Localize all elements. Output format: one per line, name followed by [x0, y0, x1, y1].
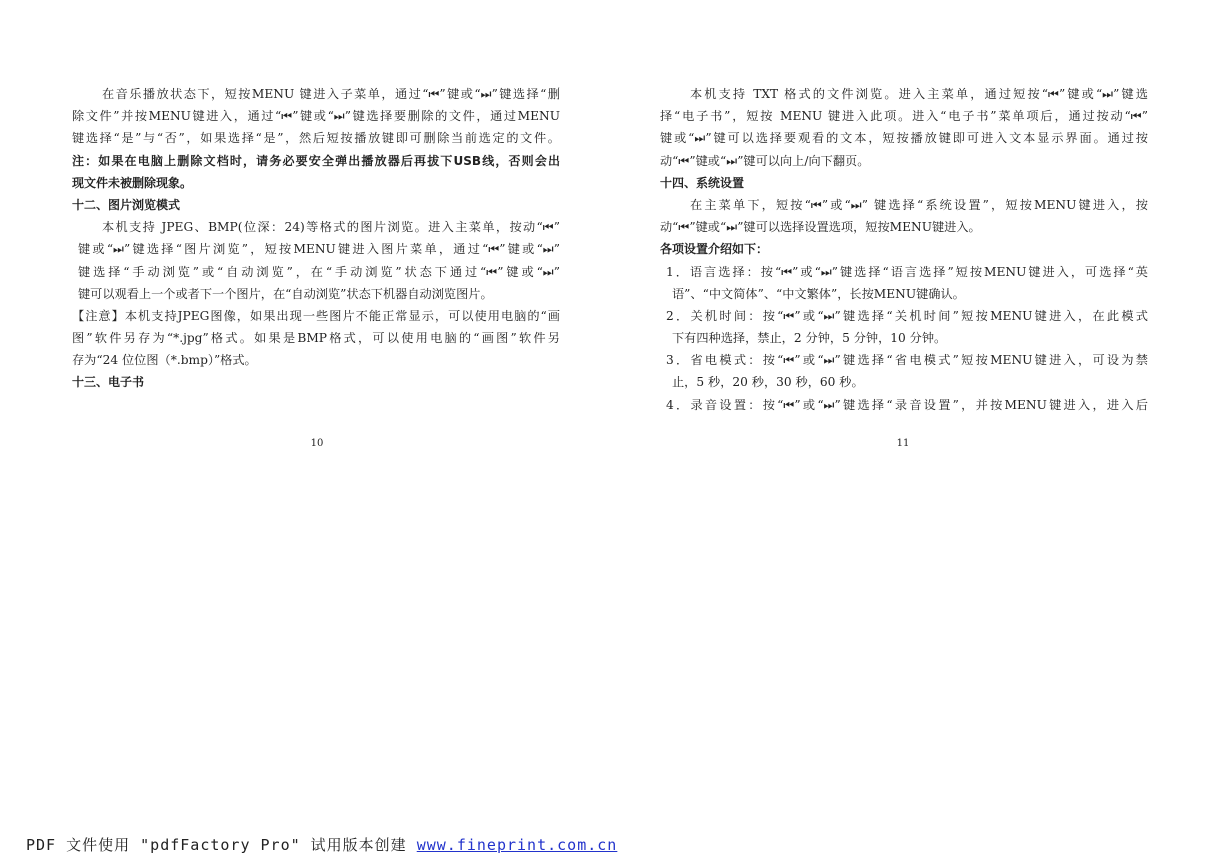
- right-page: [660, 83, 1148, 416]
- text-line: 语”、“中文简体”、“中文繁体”，长按MENU键确认。: [672, 286, 965, 301]
- footer-watermark: [26, 834, 617, 855]
- text-line: 【注意】本机支持JPEG图像，如果出现一些图片不能正常显示，可以使用电脑的“画: [72, 308, 560, 323]
- page-number-left: 10: [310, 438, 324, 449]
- text-line: 注：如果在电脑上删除文档时，请务必要安全弹出播放器后再拔下USB线，否则会出: [72, 153, 560, 168]
- text-line: 除文件”并按MENU键进入，通过“⏮”键或“⏭”键选择要删除的文件，通过MENU: [72, 109, 560, 124]
- text-line: 十二、图片浏览模式: [72, 197, 181, 212]
- text-line: 3．省电模式：按“⏮”或“⏭”键选择“省电模式”短按MENU键进入，可设为禁: [666, 353, 1148, 368]
- footer-link[interactable]: www.fineprint.com.cn: [416, 836, 618, 854]
- text-line: 键可以观看上一个或者下一个图片，在“自动浏览”状态下机器自动浏览图片。: [78, 286, 493, 301]
- text-line: 在主菜单下，短按“⏮”或“⏭” 键选择“系统设置”，短按MENU键进入，按: [690, 197, 1148, 212]
- page-number-right: 11: [896, 438, 910, 449]
- text-line: 存为“24 位位图（*.bmp）”格式。: [72, 353, 257, 368]
- text-line: 十三、电子书: [72, 375, 145, 390]
- text-line: 键或“⏭”键可以选择要观看的文本，短按播放键即可进入文本显示界面。通过按: [660, 131, 1148, 146]
- text-line: 1．语言选择：按“⏮”或“⏭”键选择“语言选择”短按MENU键进入，可选择“英: [666, 264, 1148, 279]
- left-page: [72, 83, 560, 394]
- text-line: 动“⏮”键或“⏭”键可以向上/向下翻页。: [660, 153, 870, 168]
- text-line: 止，5 秒，20 秒，30 秒，60 秒。: [672, 375, 864, 390]
- text-line: 本机支持 JPEG、BMP(位深：24)等格式的图片浏览。进入主菜单，按动“⏮”: [102, 220, 560, 235]
- text-line: 键选择“手动浏览”或“自动浏览”，在“手动浏览”状态下通过“⏮”键或“⏭”: [78, 264, 560, 279]
- text-line: 4．录音设置：按“⏮”或“⏭”键选择“录音设置”，并按MENU键进入，进入后: [666, 397, 1148, 412]
- footer-text: PDF 文件使用 "pdfFactory Pro" 试用版本创建: [26, 836, 417, 854]
- text-line: 本机支持 TXT 格式的文件浏览。进入主菜单，通过短按“⏮”键或“⏭”键选: [690, 87, 1148, 101]
- text-line: 十四、系统设置: [660, 175, 745, 190]
- text-line: 下有四种选择，禁止，2 分钟，5 分钟，10 分钟。: [672, 331, 947, 346]
- text-line: 动“⏮”键或“⏭”键可以选择设置选项，短按MENU键进入。: [660, 220, 981, 235]
- text-line: 键选择“是”与“否”，如果选择“是”，然后短按播放键即可删除当前选定的文件。: [72, 131, 560, 146]
- text-line: 现文件未被删除现象。: [72, 175, 193, 190]
- text-line: 图”软件另存为“*.jpg”格式。如果是BMP格式，可以使用电脑的“画图”软件另: [72, 331, 560, 346]
- text-line: 择“电子书”，短按 MENU 键进入此项。进入“电子书”菜单项后，通过按动“⏮”: [660, 109, 1148, 124]
- text-line: 键或“⏭”键选择“图片浏览”，短按MENU键进入图片菜单，通过“⏮”键或“⏭”: [78, 242, 560, 257]
- text-line: 各项设置介绍如下：: [660, 242, 769, 257]
- text-line: 2．关机时间：按“⏮”或“⏭”键选择“关机时间”短按MENU键进入，在此模式: [666, 308, 1148, 323]
- text-line: 在音乐播放状态下，短按MENU 键进入子菜单，通过“⏮”键或“⏭”键选择“删: [102, 87, 560, 101]
